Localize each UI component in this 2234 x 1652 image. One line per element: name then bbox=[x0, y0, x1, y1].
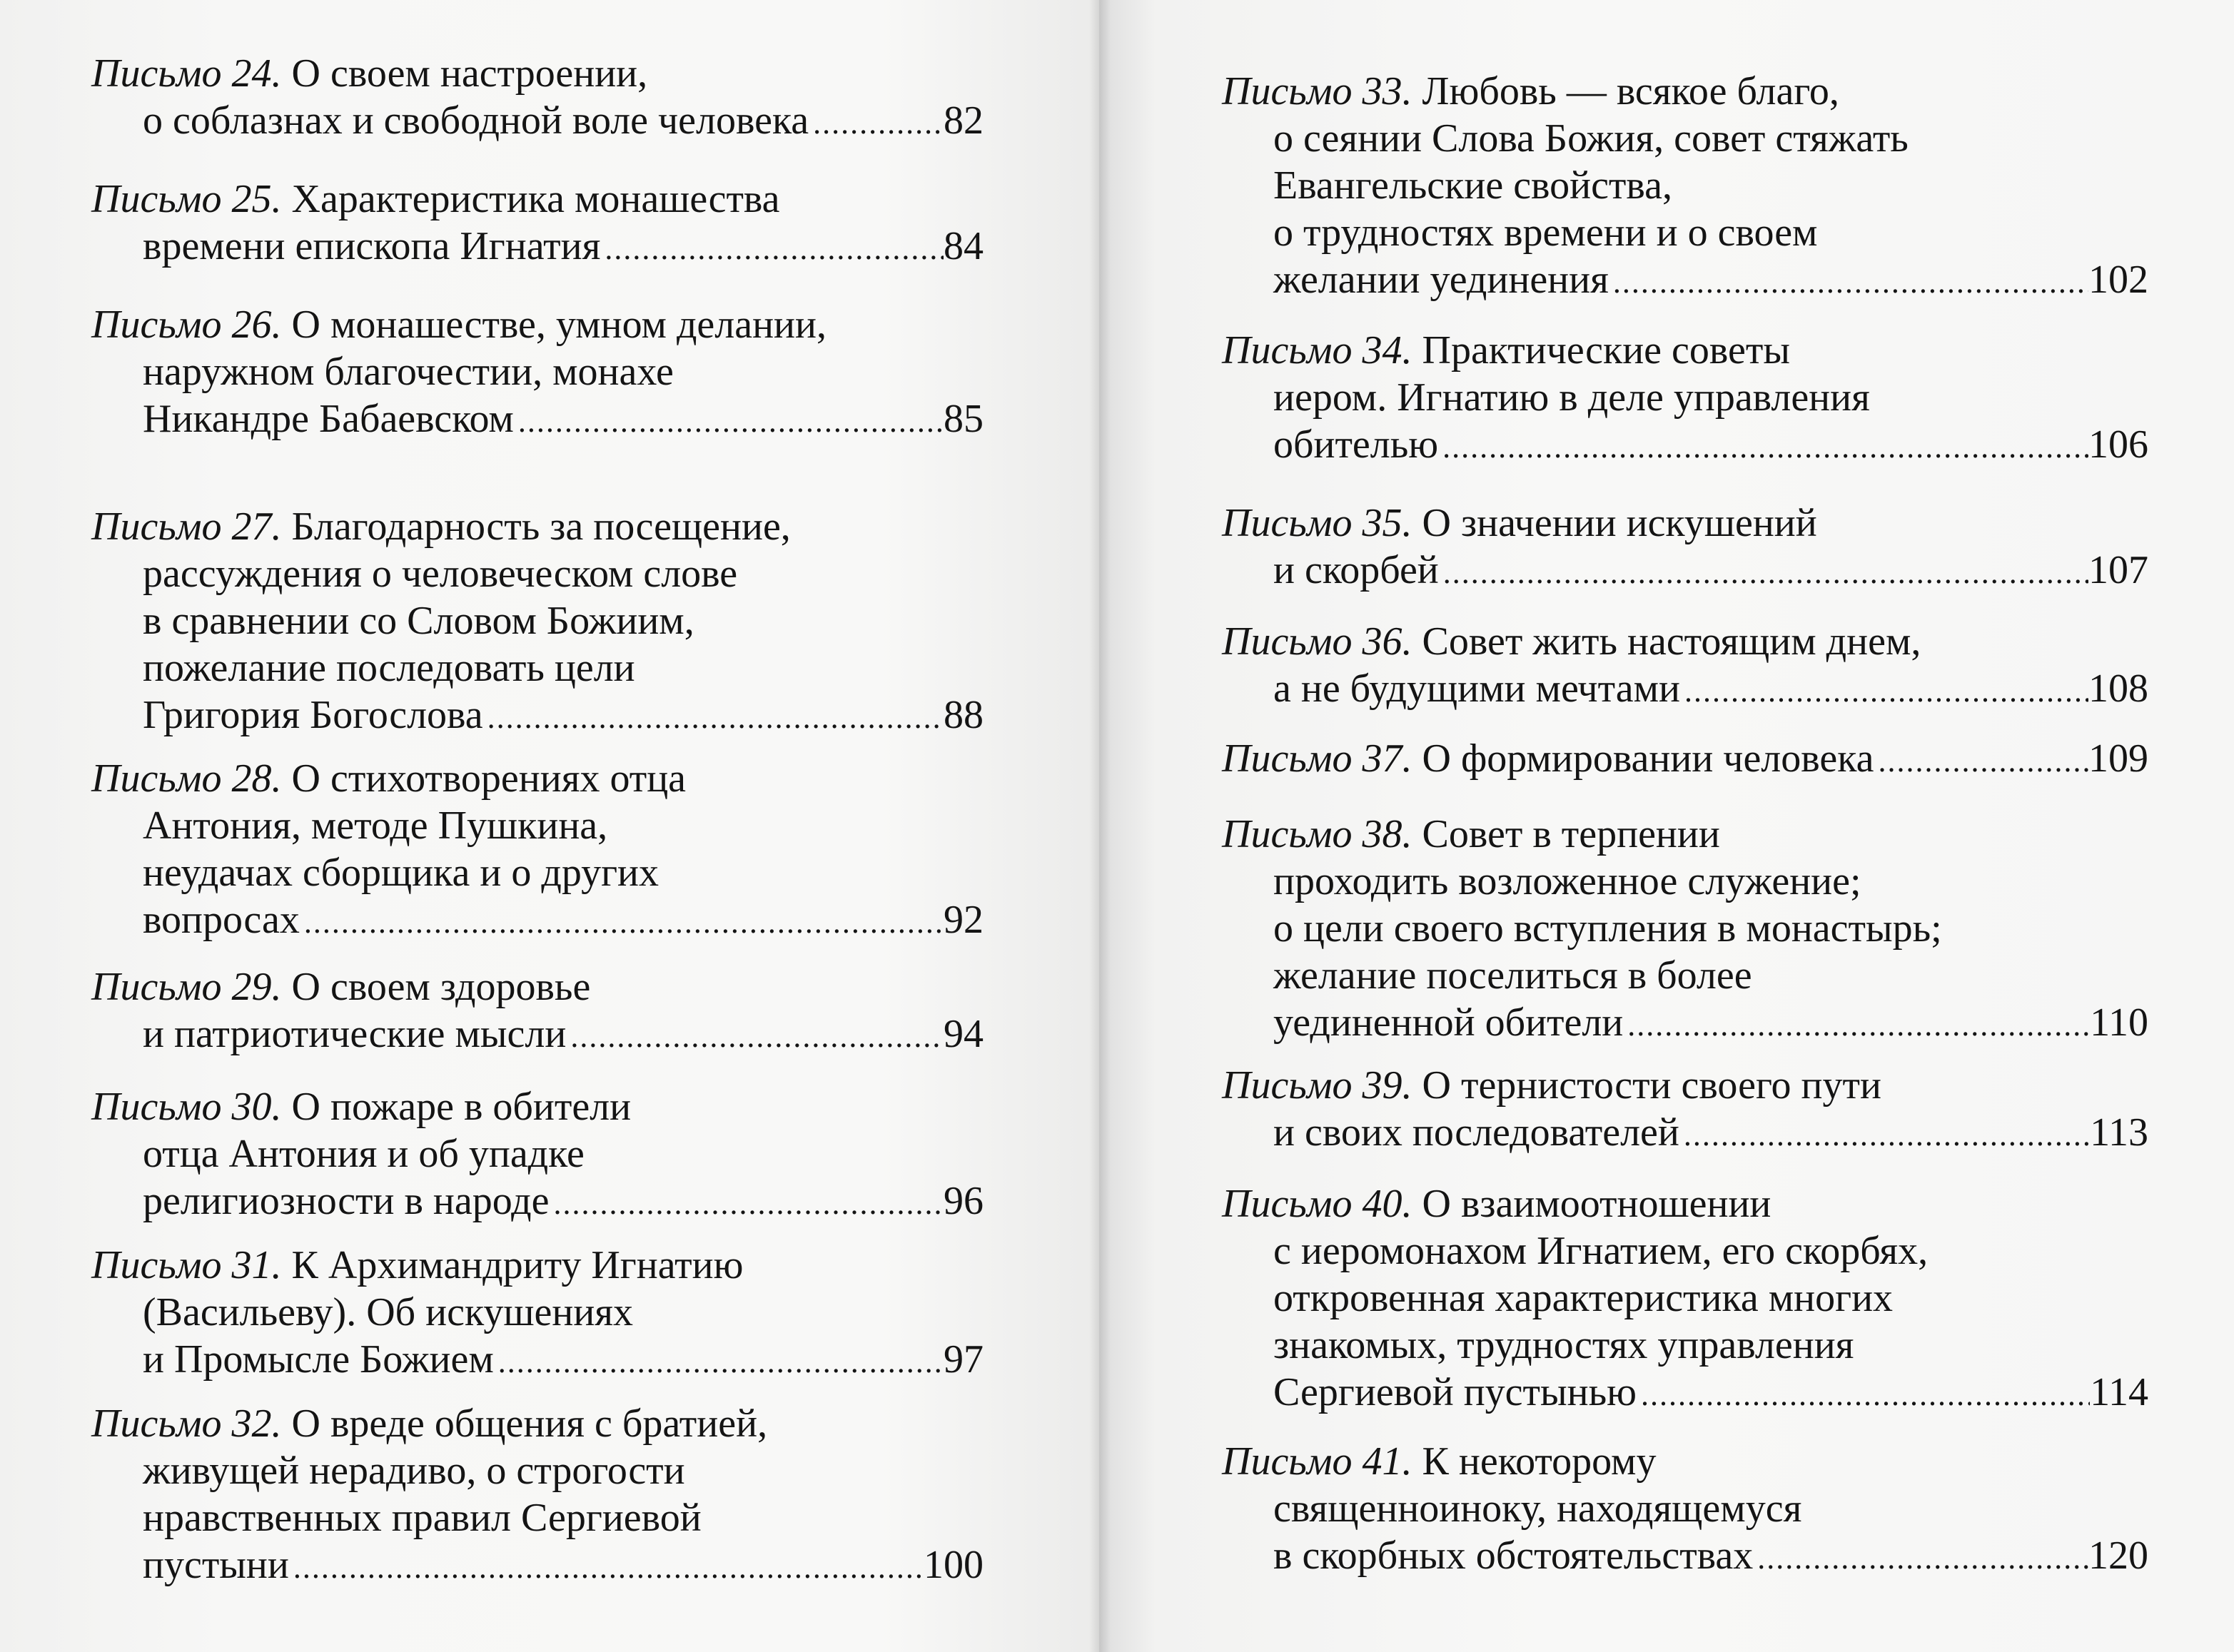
dot-leader bbox=[300, 899, 944, 946]
toc-entry-letter-33[interactable] bbox=[1222, 68, 2148, 303]
toc-entry-letter-38[interactable] bbox=[1222, 811, 2148, 1046]
entry-title: О пожаре в обители bbox=[291, 1085, 632, 1129]
letter-label: Письмо 28. bbox=[91, 756, 282, 801]
letter-label: Письмо 37. bbox=[1222, 736, 1412, 781]
entry-title: Любовь — всякое благо, bbox=[1422, 69, 1839, 113]
entry-title: Антония, методе Пушкина, bbox=[143, 804, 608, 848]
dot-leader bbox=[809, 100, 944, 147]
toc-entry-letter-27[interactable] bbox=[91, 503, 984, 739]
dot-leader bbox=[550, 1180, 944, 1227]
page-number: 92 bbox=[944, 898, 984, 942]
toc-entry-letter-35[interactable] bbox=[1222, 500, 2148, 594]
page-number: 100 bbox=[924, 1543, 984, 1587]
dot-leader bbox=[1439, 549, 2088, 597]
toc-entry-letter-37[interactable] bbox=[1222, 735, 2148, 782]
letter-label: Письмо 30. bbox=[91, 1085, 282, 1129]
entry-title: наружном благочестии, монахе bbox=[143, 350, 674, 394]
letter-label: Письмо 25. bbox=[91, 177, 282, 221]
toc-entry-letter-39[interactable] bbox=[1222, 1062, 2148, 1156]
letter-label: Письмо 27. bbox=[91, 505, 282, 549]
entry-title: О монашестве, умном делании, bbox=[291, 303, 827, 347]
page-number: 88 bbox=[944, 693, 984, 737]
entry-title: О формировании человека bbox=[1422, 736, 1874, 781]
entry-title: О взаимоотношении bbox=[1422, 1182, 1771, 1226]
entry-title: с иеромонахом Игнатием, его скорбях, bbox=[1273, 1229, 1929, 1273]
page-number: 102 bbox=[2088, 258, 2148, 302]
entry-title: Сергиевой пустынью bbox=[1273, 1370, 1637, 1414]
page-number: 106 bbox=[2088, 422, 2148, 467]
page-number: 107 bbox=[2088, 548, 2148, 592]
entry-title: желании уединения bbox=[1273, 258, 1609, 302]
page-number: 82 bbox=[944, 98, 984, 143]
entry-title: а не будущими мечтами bbox=[1273, 667, 1680, 711]
entry-title: Совет в терпении bbox=[1422, 812, 1720, 856]
letter-label: Письмо 41. bbox=[1222, 1439, 1412, 1484]
entry-title: о трудностях времени и о своем bbox=[1273, 211, 1818, 255]
entry-title: О вреде общения с братией, bbox=[291, 1402, 768, 1446]
letter-label: Письмо 36. bbox=[1222, 619, 1412, 664]
entry-title: обителью bbox=[1273, 422, 1439, 467]
entry-title: О своем настроении, bbox=[291, 51, 648, 96]
entry-title: нравственных правил Сергиевой bbox=[143, 1496, 702, 1540]
page-number: 114 bbox=[2090, 1370, 2148, 1414]
entry-title: желание поселиться в более bbox=[1273, 953, 1752, 998]
dot-leader bbox=[514, 398, 944, 445]
toc-entry-letter-41[interactable] bbox=[1222, 1438, 2148, 1579]
page-number: 110 bbox=[2090, 1000, 2148, 1045]
dot-leader bbox=[1680, 668, 2088, 715]
entry-title: уединенной обители bbox=[1273, 1000, 1624, 1045]
entry-title: О значении искушений bbox=[1422, 501, 1817, 545]
dot-leader bbox=[289, 1544, 924, 1591]
entry-title: (Васильеву). Об искушениях bbox=[143, 1290, 634, 1334]
letter-label: Письмо 32. bbox=[91, 1402, 282, 1446]
entry-title: и патриотические мысли bbox=[143, 1012, 567, 1056]
dot-leader bbox=[1623, 1002, 2090, 1049]
entry-title: иером. Игнатию в деле управления bbox=[1273, 375, 1870, 420]
dot-leader bbox=[1874, 738, 2088, 785]
entry-title: К Архимандриту Игнатию bbox=[291, 1243, 744, 1287]
page-number: 109 bbox=[2088, 736, 2148, 781]
toc-entry-letter-36[interactable] bbox=[1222, 618, 2148, 712]
entry-title: живущей нерадиво, о строгости bbox=[143, 1449, 685, 1493]
letter-label: Письмо 31. bbox=[91, 1243, 282, 1287]
entry-title: и Промысле Божием bbox=[143, 1337, 494, 1382]
dot-leader bbox=[1753, 1535, 2088, 1582]
toc-entry-letter-31[interactable] bbox=[91, 1242, 984, 1383]
entry-title: о сеянии Слова Божия, совет стяжать bbox=[1273, 116, 1909, 161]
entry-title: проходить возложенное служение; bbox=[1273, 859, 1861, 903]
entry-title: откровенная характеристика многих bbox=[1273, 1276, 1894, 1320]
letter-label: Письмо 26. bbox=[91, 303, 282, 347]
letter-label: Письмо 38. bbox=[1222, 812, 1412, 856]
dot-leader bbox=[1438, 424, 2088, 471]
dot-leader bbox=[1679, 1112, 2090, 1159]
book-gutter bbox=[1089, 0, 1111, 1652]
letter-label: Письмо 29. bbox=[91, 965, 282, 1009]
toc-entry-letter-32[interactable] bbox=[91, 1400, 984, 1588]
page-number: 97 bbox=[944, 1337, 984, 1382]
entry-title: К некоторому bbox=[1422, 1439, 1657, 1484]
entry-title: в сравнении со Словом Божиим, bbox=[143, 599, 694, 643]
page-number: 113 bbox=[2090, 1110, 2148, 1155]
entry-title: О своем здоровье bbox=[291, 965, 591, 1009]
entry-title: и скорбей bbox=[1273, 548, 1439, 592]
dot-leader bbox=[1637, 1372, 2090, 1419]
entry-title: Благодарность за посещение, bbox=[291, 505, 791, 549]
toc-entry-letter-30[interactable] bbox=[91, 1083, 984, 1225]
toc-entry-letter-25[interactable] bbox=[91, 176, 984, 270]
entry-title: Совет жить настоящим днем, bbox=[1422, 619, 1921, 664]
toc-entry-letter-29[interactable] bbox=[91, 963, 984, 1058]
page-number: 120 bbox=[2088, 1534, 2148, 1578]
toc-entry-letter-26[interactable] bbox=[91, 301, 984, 442]
entry-title: отца Антония и об упадке bbox=[143, 1132, 585, 1176]
entry-title: Григория Богослова bbox=[143, 693, 483, 737]
entry-title: времени епископа Игнатия bbox=[143, 224, 601, 268]
entry-title: пустыни bbox=[143, 1543, 289, 1587]
entry-title: О тернистости своего пути bbox=[1422, 1063, 1881, 1108]
entry-title: пожелание последовать цели bbox=[143, 646, 635, 690]
entry-title: О стихотворениях отца bbox=[291, 756, 687, 801]
toc-entry-letter-34[interactable] bbox=[1222, 327, 2148, 468]
letter-label: Письмо 35. bbox=[1222, 501, 1412, 545]
entry-title: в скорбных обстоятельствах bbox=[1273, 1534, 1754, 1578]
entry-title: священноиноку, находящемуся bbox=[1273, 1486, 1802, 1531]
page-number: 94 bbox=[944, 1012, 984, 1056]
entry-title: знакомых, трудностях управления bbox=[1273, 1323, 1854, 1367]
dot-leader bbox=[600, 225, 944, 273]
toc-entry-letter-40[interactable] bbox=[1222, 1180, 2148, 1416]
entry-title: о соблазнах и свободной воле человека bbox=[143, 98, 809, 143]
entry-title: религиозности в народе bbox=[143, 1179, 550, 1223]
page-number: 85 bbox=[944, 397, 984, 441]
letter-label: Письмо 33. bbox=[1222, 69, 1412, 113]
entry-title: Характеристика монашества bbox=[291, 177, 780, 221]
dot-leader bbox=[483, 694, 944, 741]
entry-title: Евангельские свойства, bbox=[1273, 163, 1672, 208]
entry-title: Практические советы bbox=[1422, 328, 1790, 373]
entry-title: рассуждения о человеческом слове bbox=[143, 552, 738, 596]
letter-label: Письмо 34. bbox=[1222, 328, 1412, 373]
page-number: 108 bbox=[2088, 667, 2148, 711]
page-number: 96 bbox=[944, 1179, 984, 1223]
page-number: 84 bbox=[944, 224, 984, 268]
entry-title: Никандре Бабаевском bbox=[143, 397, 514, 441]
entry-title: вопросах bbox=[143, 898, 300, 942]
entry-title: и своих последователей bbox=[1273, 1110, 1679, 1155]
dot-leader bbox=[566, 1013, 944, 1060]
dot-leader bbox=[1609, 259, 2088, 306]
entry-title: неудачах сборщика и о других bbox=[143, 851, 659, 895]
dot-leader bbox=[494, 1339, 944, 1386]
toc-entry-letter-24[interactable] bbox=[91, 50, 984, 144]
letter-label: Письмо 40. bbox=[1222, 1182, 1412, 1226]
letter-label: Письмо 24. bbox=[91, 51, 282, 96]
letter-label: Письмо 39. bbox=[1222, 1063, 1412, 1108]
entry-title: о цели своего вступления в монастырь; bbox=[1273, 906, 1942, 951]
toc-entry-letter-28[interactable] bbox=[91, 755, 984, 943]
